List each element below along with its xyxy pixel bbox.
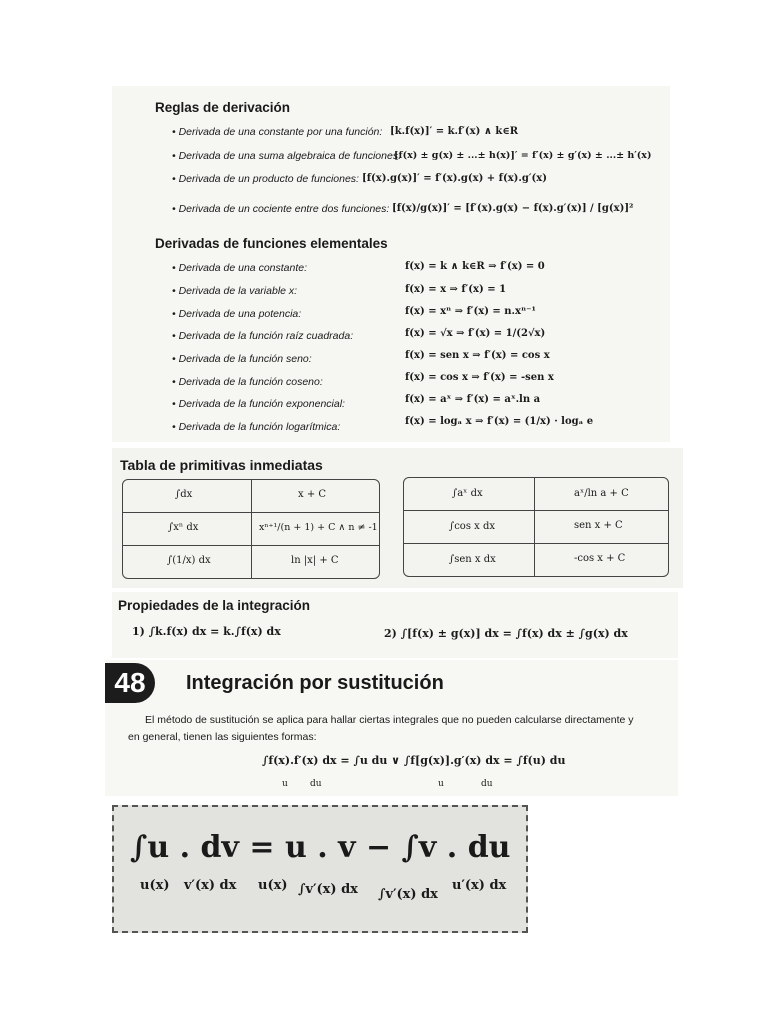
partes-sub: u(x) bbox=[258, 878, 288, 893]
partes-sub: ∫v′(x) dx bbox=[298, 882, 358, 897]
table-cell: ∫(1/x) dx bbox=[167, 555, 211, 566]
brace-label-du: du bbox=[310, 779, 322, 789]
table-cell: -cos x + C bbox=[574, 553, 626, 564]
brace-label-u: u bbox=[438, 779, 444, 789]
elemental-label: • Derivada de la variable x: bbox=[172, 285, 298, 297]
brace-label-du: du bbox=[481, 779, 493, 789]
elemental-formula: f(x) = k ∧ k∈R ⇒ f′(x) = 0 bbox=[405, 261, 545, 272]
table-cell: ln |x| + C bbox=[291, 555, 339, 566]
elemental-label: • Derivada de la función logarítmica: bbox=[172, 421, 341, 433]
partes-sub: u(x) bbox=[140, 878, 170, 893]
table-cell: aˣ/ln a + C bbox=[574, 488, 629, 499]
propiedad-2: 2) ∫[f(x) ± g(x)] dx = ∫f(x) dx ± ∫g(x) dx bbox=[384, 627, 628, 640]
table-cell: x + C bbox=[298, 489, 327, 500]
table-cell: ∫aˣ dx bbox=[452, 488, 483, 499]
table-cell: ∫sen x dx bbox=[449, 554, 496, 565]
elemental-label: • Derivada de la función seno: bbox=[172, 353, 312, 365]
elementales-title: Derivadas de funciones elementales bbox=[155, 236, 388, 251]
table-cell: xⁿ⁺¹/(n + 1) + C ∧ n ≠ -1 bbox=[259, 522, 378, 533]
table-cell: sen x + C bbox=[574, 520, 623, 531]
partes-sub: u′(x) dx bbox=[452, 878, 507, 893]
regla-formula: [f(x)/g(x)]′ = [f′(x).g(x) − f(x).g′(x)] / [g(x)]² bbox=[392, 203, 634, 214]
sustitucion-title: Integración por sustitución bbox=[186, 672, 444, 694]
reglas-title: Reglas de derivación bbox=[155, 100, 291, 115]
primitivas-table-left bbox=[122, 479, 380, 579]
table-cell: ∫dx bbox=[175, 489, 193, 500]
elemental-formula: f(x) = xⁿ ⇒ f′(x) = n.xⁿ⁻¹ bbox=[405, 306, 536, 317]
elemental-label: • Derivada de una constante: bbox=[172, 262, 308, 274]
primitivas-table-right bbox=[403, 477, 669, 577]
regla-formula: [f(x) ± g(x) ± ...± h(x)]′ = f′(x) ± g′(x) ± ...± h′(x) bbox=[394, 150, 652, 161]
section-number-badge: 48 bbox=[105, 663, 155, 703]
partes-formula: ∫u . dv = u . v − ∫v . du bbox=[130, 830, 511, 865]
regla-label: • Derivada de una constante por una función: bbox=[172, 126, 383, 138]
elemental-formula: f(x) = sen x ⇒ f′(x) = cos x bbox=[405, 350, 550, 361]
regla-formula: [k.f(x)]′ = k.f′(x) ∧ k∈R bbox=[390, 126, 519, 137]
elemental-label: • Derivada de una potencia: bbox=[172, 308, 302, 320]
regla-formula: [f(x).g(x)]′ = f′(x).g(x) + f(x).g′(x) bbox=[362, 173, 547, 184]
sustitucion-text: en general, tienen las siguientes formas: bbox=[128, 731, 317, 743]
elemental-formula: f(x) = logₐ x ⇒ f′(x) = (1/x) · logₐ e bbox=[405, 416, 594, 427]
elemental-formula: f(x) = aˣ ⇒ f′(x) = aˣ.ln a bbox=[405, 394, 541, 405]
scan-partes bbox=[112, 805, 528, 933]
elemental-label: • Derivada de la función exponencial: bbox=[172, 398, 345, 410]
propiedad-1: 1) ∫k.f(x) dx = k.∫f(x) dx bbox=[132, 625, 281, 638]
elemental-label: • Derivada de la función raíz cuadrada: bbox=[172, 330, 354, 342]
partes-sub: v′(x) dx bbox=[184, 878, 237, 893]
regla-label: • Derivada de un producto de funciones: bbox=[172, 173, 359, 185]
elemental-formula: f(x) = √x ⇒ f′(x) = 1/(2√x) bbox=[405, 328, 546, 339]
table-cell: ∫cos x dx bbox=[449, 521, 496, 532]
elemental-formula: f(x) = x ⇒ f′(x) = 1 bbox=[405, 284, 507, 295]
propiedades-title: Propiedades de la integración bbox=[118, 598, 311, 613]
table-cell: ∫xⁿ dx bbox=[168, 522, 199, 533]
sustitucion-text: El método de sustitución se aplica para hallar ciertas integrales que no pueden calcularse directamente y bbox=[145, 714, 634, 726]
sustitucion-formula: ∫f(x).f′(x) dx = ∫u du ∨ ∫f[g(x)].g′(x) dx = ∫f(u) du bbox=[262, 754, 566, 767]
brace-label-u: u bbox=[282, 779, 288, 789]
elemental-formula: f(x) = cos x ⇒ f′(x) = -sen x bbox=[405, 372, 554, 383]
regla-label: • Derivada de una suma algebraica de funciones: bbox=[172, 150, 401, 162]
partes-sub: ∫v′(x) dx bbox=[378, 887, 438, 902]
elemental-label: • Derivada de la función coseno: bbox=[172, 376, 323, 388]
regla-label: • Derivada de un cociente entre dos funciones: bbox=[172, 203, 390, 215]
primitivas-title: Tabla de primitivas inmediatas bbox=[120, 457, 323, 473]
